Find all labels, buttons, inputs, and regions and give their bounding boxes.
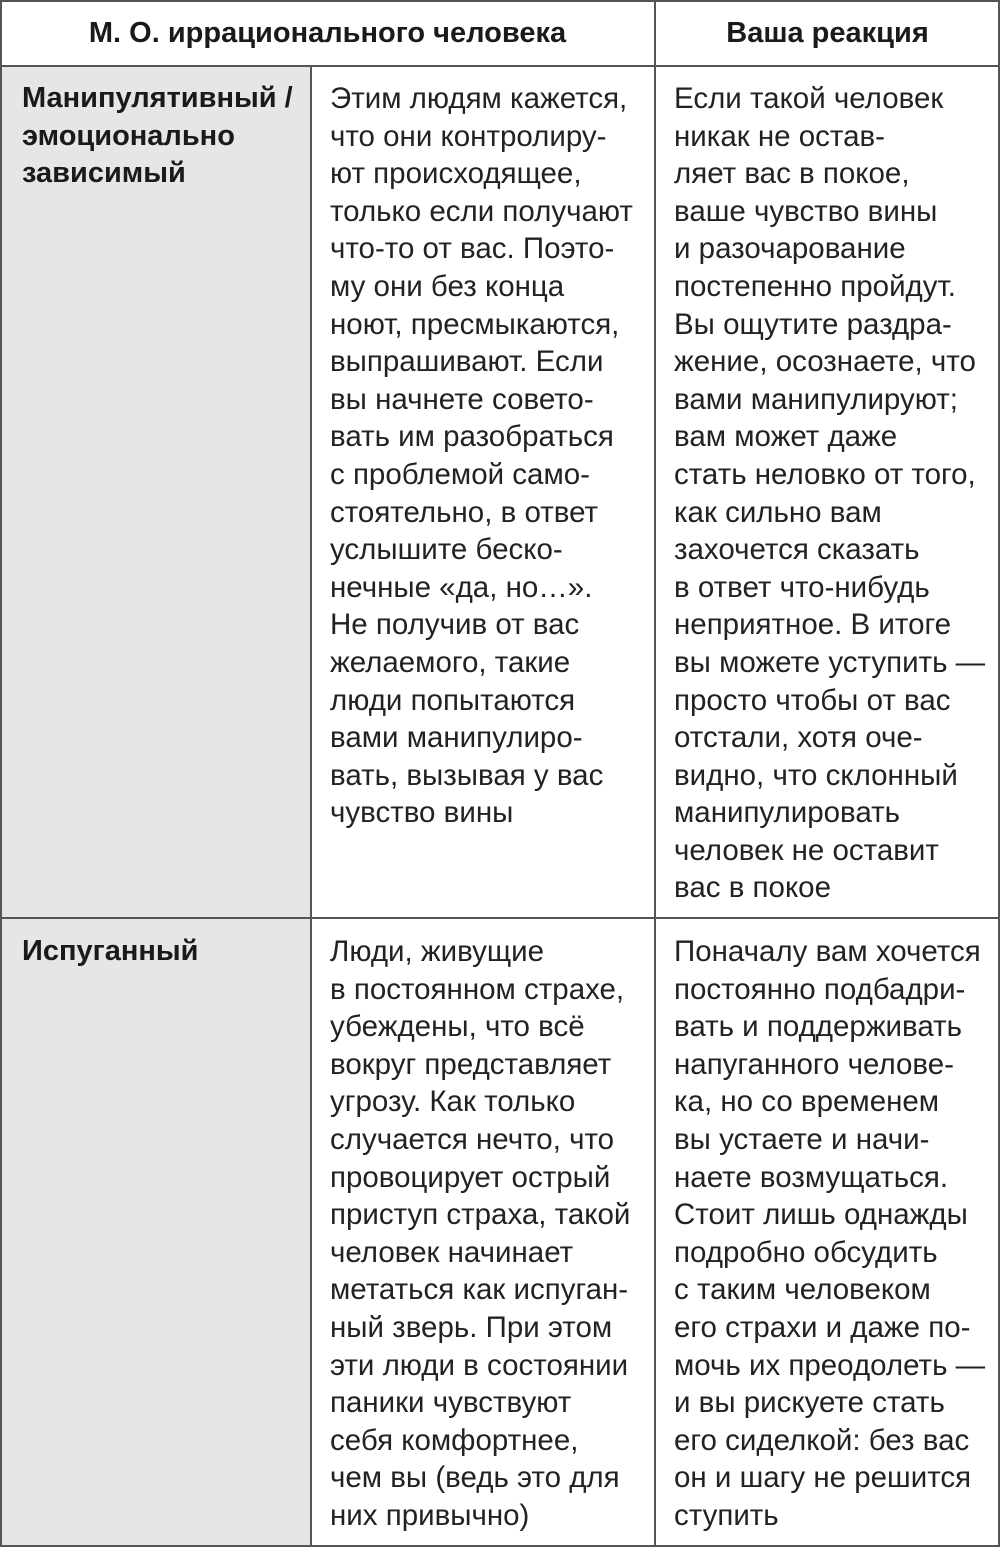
row-2-reaction-line: Поначалу вам хочется xyxy=(674,935,981,968)
row-1-description-line: стоятельно, в ответ xyxy=(330,495,599,529)
row-1-reaction-line: стать неловко от того, xyxy=(674,457,976,491)
row-2-description-line: приступ страха, такой xyxy=(330,1198,631,1232)
row-1-reaction-line: человек не оставит xyxy=(674,833,939,867)
row-1-reaction-line: Вы ощутите раздра- xyxy=(674,307,952,341)
row-1-description-line: желаемого, такие xyxy=(330,645,571,679)
row-2-description-line: метаться как испуган- xyxy=(330,1273,629,1307)
table-border-top xyxy=(0,0,1000,2)
row-1-label-line: Манипулятивный / xyxy=(22,82,293,114)
header-divider xyxy=(0,65,1000,67)
row-2-description-line: вокруг представляет xyxy=(330,1047,612,1081)
row-1-reaction-line: и разочарование xyxy=(674,232,906,266)
row-2-label xyxy=(22,933,308,971)
row-2-reaction-line: мочь их преодолеть — xyxy=(674,1348,986,1382)
row-2-description-line: человек начинает xyxy=(330,1235,574,1269)
row-2-reaction-line: вы устаете и начи- xyxy=(674,1122,930,1156)
row-1-reaction-line: в ответ что-нибудь xyxy=(674,570,930,604)
row-2-reaction-line: вать и поддерживать xyxy=(674,1010,963,1044)
row-1-reaction-line: как сильно вам xyxy=(674,495,882,529)
row-1-reaction-line: ляет вас в покое, xyxy=(674,157,910,191)
row-1-description-line: вать, вызывая у вас xyxy=(330,758,604,792)
row-2-description-line: Люди, живущие xyxy=(330,935,545,968)
row-2-reaction-line: его страхи и даже по- xyxy=(674,1310,971,1344)
row-2-description-line: паники чувствуют xyxy=(330,1386,572,1420)
row-1-description-line: люди попытаются xyxy=(330,683,576,717)
row-2-description-line: провоцирует острый xyxy=(330,1160,611,1194)
row-2-reaction-line: наете возмущаться. xyxy=(674,1160,949,1194)
row-1-description-line: нечные «да, но…». xyxy=(330,570,593,604)
row-1-label-background xyxy=(0,66,310,918)
row-1-reaction-line: ваше чувство вины xyxy=(674,194,938,228)
row-1-label-line: эмоционально xyxy=(22,119,235,152)
row-1-reaction-line: жение, осознаете, что xyxy=(674,345,976,379)
row-2-description-line: эти люди в состоянии xyxy=(330,1348,629,1382)
row-2-reaction-line: Стоит лишь однажды xyxy=(674,1198,968,1232)
row-2-description-line: ный зверь. При этом xyxy=(330,1310,613,1344)
row-1-reaction-line: вам может даже xyxy=(674,420,898,454)
header-col-type xyxy=(0,0,655,66)
row-2-reaction-line: он и шагу не решится xyxy=(674,1461,972,1495)
reaction-column-divider xyxy=(654,0,656,1547)
row-2-reaction-line: напуганного челове- xyxy=(674,1047,954,1081)
row-1-description-line: только если получают xyxy=(330,194,633,228)
row-divider xyxy=(0,917,1000,919)
row-1-description-line: с проблемой само- xyxy=(330,457,590,491)
row-2-label-background xyxy=(0,918,310,1547)
header-col-type-text: М. О. иррационального человека xyxy=(88,16,567,49)
table-border-left xyxy=(0,0,2,1547)
row-1-reaction-line: неприятное. В итоге xyxy=(674,608,951,642)
row-1-description-line: выпрашивают. Если xyxy=(330,345,604,379)
row-1-description-line: Не получив от вас xyxy=(330,608,580,642)
row-1-description-line: услышите беско- xyxy=(330,533,563,567)
row-1-description xyxy=(330,80,650,832)
row-2-label-line: Испуганный xyxy=(22,935,199,967)
row-1-label-line: зависимый xyxy=(22,157,186,190)
row-1-reaction-line: вас в покое xyxy=(674,871,831,905)
row-1-reaction-line: захочется сказать xyxy=(674,533,920,567)
row-1-description-line: ноют, пресмыкаются, xyxy=(330,307,620,341)
row-2-reaction-line: подробно обсудить xyxy=(674,1235,938,1269)
label-column-divider xyxy=(310,66,312,1547)
row-1-description-line: чувство вины xyxy=(330,796,514,830)
row-1-reaction-line: отстали, хотя оче- xyxy=(674,721,923,755)
row-1-description-line: му они без конца xyxy=(330,269,565,303)
row-2-reaction-line: ка, но со временем xyxy=(674,1085,940,1119)
row-1-description-line: Этим людям кажется, xyxy=(330,82,628,115)
row-2-reaction-line: с таким человеком xyxy=(674,1273,931,1307)
header-col-reaction-text: Ваша реакция xyxy=(726,16,929,49)
row-1-reaction-line: вами манипулируют; xyxy=(674,382,958,416)
row-1-description-line: вать им разобраться xyxy=(330,420,614,454)
row-2-description-line: себя комфортнее, xyxy=(330,1423,579,1457)
row-2-description-line: чем вы (ведь это для xyxy=(330,1461,620,1495)
row-2-reaction xyxy=(674,933,996,1535)
row-1-description-line: что-то от вас. Поэто- xyxy=(330,232,615,266)
row-2-description-line: них привычно) xyxy=(330,1498,530,1532)
row-1-label xyxy=(22,80,308,193)
row-1-reaction-line: постепенно пройдут. xyxy=(674,269,956,303)
row-1-reaction-line: вы можете уступить — xyxy=(674,645,986,679)
row-1-description-line: вы начнете совето- xyxy=(330,382,594,416)
header-col-reaction xyxy=(655,0,1000,66)
row-1-description-line: что они контролиру- xyxy=(330,119,607,153)
row-1-description-line: ют происходящее, xyxy=(330,157,582,191)
row-1-reaction-line: просто чтобы от вас xyxy=(674,683,951,717)
row-1-reaction-line: Если такой человек xyxy=(674,82,944,115)
row-1-description-line: вами манипулиро- xyxy=(330,721,583,755)
row-1-reaction-line: манипулировать xyxy=(674,796,901,830)
row-2-description-line: убеждены, что всё xyxy=(330,1010,585,1044)
row-2-description-line: случается нечто, что xyxy=(330,1122,615,1156)
row-2-reaction-line: постоянно подбадри- xyxy=(674,972,966,1006)
row-2-description xyxy=(330,933,650,1535)
row-2-reaction-line: и вы рискуете стать xyxy=(674,1386,945,1420)
row-2-reaction-line: его сиделкой: без вас xyxy=(674,1423,970,1457)
row-1-reaction-line: видно, что склонный xyxy=(674,758,958,792)
row-2-description-line: в постоянном страхе, xyxy=(330,972,625,1006)
row-2-description-line: угрозу. Как только xyxy=(330,1085,576,1119)
row-1-reaction-line: никак не остав- xyxy=(674,119,885,153)
row-1-reaction xyxy=(674,80,996,907)
row-2-reaction-line: ступить xyxy=(674,1498,779,1532)
